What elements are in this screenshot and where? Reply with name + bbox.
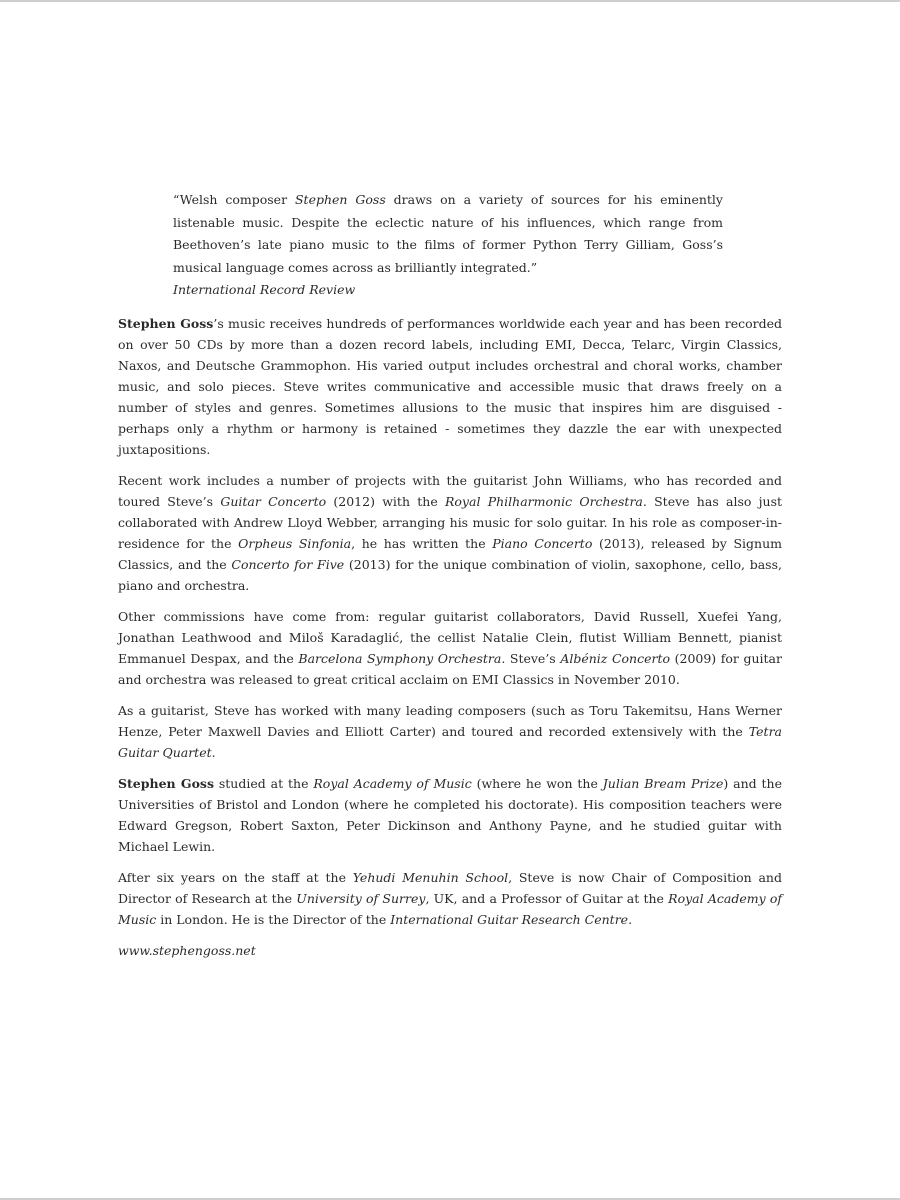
composer-name-bold: Stephen Goss xyxy=(118,316,214,331)
text-run: . Steve has also just collaborated with Andrew Lloyd Webber, arranging his music for solo guitar. In his role as composer-in-residence for the xyxy=(118,494,783,551)
bio-paragraph-2 xyxy=(118,470,782,596)
work-title: Concerto for Five xyxy=(231,557,345,572)
quote-body-text: draws on a variety of sources for his eminently listenable music. Despite the eclectic nature of his influences, which range from Beethoven’s late piano music to the films of former Python Terry Gilliam, Goss’s musical language comes across as brilliantly integrated.” xyxy=(173,192,723,275)
bio-paragraph-6 xyxy=(118,867,782,930)
text-run: Recent work includes a number of projects with the guitarist John Williams, who has recorded and toured Steve’s xyxy=(118,473,782,509)
institution-name: International Guitar Research Centre xyxy=(390,912,629,927)
text-run: , UK, and a Professor of Guitar at the xyxy=(425,891,669,906)
text-run: (2012) with the xyxy=(326,494,445,509)
text-run: . xyxy=(211,745,216,760)
institution-name: Royal Academy of Music xyxy=(118,891,783,927)
text-run: As a guitarist, Steve has worked with many leading composers (such as Toru Takemitsu, Hans Werner Henze, Peter Maxwell Davies and Elliott Carter) and toured and recorded extensively with the xyxy=(118,703,782,739)
biography xyxy=(118,313,782,961)
bio-paragraph-1-text: ’s music receives hundreds of performances worldwide each year and has been recorded on over 50 CDs by more than a dozen record labels, including EMI, Decca, Telarc, Virgin Classics, Naxos, and Deutsche Grammophon. His varied output includes orchestral and choral works, chamber music, and solo pieces. Steve writes communicative and accessible music that draws freely on a number of styles and genres. Sometimes allusions to the music that inspires him are disguised - perhaps only a rhythm or harmony is retained - sometimes they dazzle the ear with unexpected juxtapositions. xyxy=(118,316,782,457)
institution-name: University of Surrey xyxy=(296,891,426,906)
website-link[interactable]: www.stephengoss.net xyxy=(118,943,256,958)
quote-source: International Record Review xyxy=(173,282,356,297)
page-top-edge xyxy=(0,0,900,2)
text-run: studied at the xyxy=(213,776,314,791)
ensemble-name: Tetra Guitar Quartet xyxy=(118,724,782,760)
bio-paragraph-3 xyxy=(118,606,782,690)
text-run: ) and the Universities of Bristol and London (where he completed his doctorate). His composition teachers were Edward Gregson, Robert Saxton, Peter Dickinson and Anthony Payne, and he studied guitar with Michael Lewin. xyxy=(118,776,782,854)
text-run: , Steve is now Chair of Composition and Director of Research at the xyxy=(118,870,782,906)
bio-paragraph-4 xyxy=(118,700,782,763)
ensemble-name: Barcelona Symphony Orchestra xyxy=(298,651,502,666)
text-run: . xyxy=(628,912,633,927)
text-run: (2013), released by Signum Classics, and the xyxy=(118,536,782,572)
quote-open-text: “Welsh composer xyxy=(173,192,295,207)
ensemble-name: Orpheus Sinfonia xyxy=(238,536,352,551)
text-run: in London. He is the Director of the xyxy=(156,912,391,927)
prize-name: Julian Bream Prize xyxy=(602,776,724,791)
composer-name-bold: Stephen Goss xyxy=(118,776,214,791)
text-run: (2013) for the unique combination of violin, saxophone, cello, bass, piano and orchestra. xyxy=(118,557,782,593)
text-run: (2009) for guitar and orchestra was released to great critical acclaim on EMI Classics in November 2010. xyxy=(118,651,782,687)
text-run: . Steve’s xyxy=(501,651,561,666)
ensemble-name: Royal Philharmonic Orchestra xyxy=(445,494,643,509)
institution-name: Yehudi Menuhin School xyxy=(352,870,509,885)
bio-paragraph-5 xyxy=(118,773,782,857)
work-title: Guitar Concerto xyxy=(220,494,327,509)
text-run: (where he won the xyxy=(471,776,603,791)
quote-composer-name: Stephen Goss xyxy=(294,192,386,207)
institution-name: Royal Academy of Music xyxy=(313,776,472,791)
work-title: Piano Concerto xyxy=(492,536,593,551)
text-run: , he has written the xyxy=(351,536,493,551)
work-title: Albéniz Concerto xyxy=(560,651,671,666)
bio-paragraph-1 xyxy=(118,313,782,460)
text-run: After six years on the staff at the xyxy=(118,870,353,885)
review-quote xyxy=(173,189,723,302)
text-run: Other commissions have come from: regular guitarist collaborators, David Russell, Xuefei Yang, Jonathan Leathwood and Miloš Karadaglić, the cellist Natalie Clein, flutist William Bennett, pianist Emmanuel Despax, and the xyxy=(118,609,782,666)
